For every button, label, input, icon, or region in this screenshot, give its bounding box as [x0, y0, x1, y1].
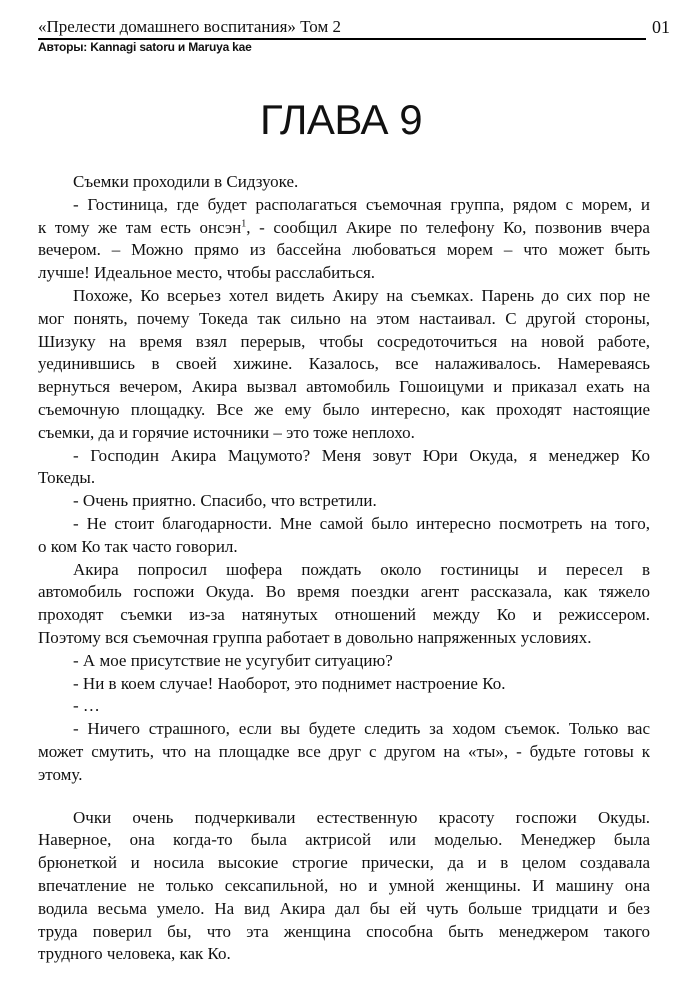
book-title: «Прелести домашнего воспитания» Том 2 — [38, 17, 341, 36]
authors-line: Авторы: Kannagi satoru и Maruya kae — [38, 40, 252, 54]
text-line: водила весьма умело. На вид Акира дал бы ей чуть больше тридцати и без — [38, 898, 650, 918]
text-line: Очки очень подчеркивали естественную красоту госпожи Окуды. — [73, 807, 650, 827]
chapter-title: ГЛАВА 9 — [259, 96, 423, 143]
text-line — [38, 217, 650, 240]
paragraph — [38, 194, 650, 285]
footnote-marker: 1 — [241, 217, 247, 229]
text-line: съемочную площадку. Все же ему было интересно, как проходят настоящие — [38, 399, 650, 419]
text-line: - А мое присутствие не усугубит ситуацию? — [73, 650, 393, 670]
paragraph — [38, 695, 650, 718]
paragraph — [38, 718, 650, 786]
text-line: вечером. – Можно прямо из бассейна любоваться морем – что может быть — [38, 240, 650, 260]
text-line: автомобиль госпожи Окуда. Во время поездки агент рассказала, как тяжело — [38, 582, 650, 602]
paragraph — [38, 650, 650, 673]
text-line: труда поверил бы, что эта женщина способна быть менеджером такого — [38, 921, 650, 941]
text-line: Съемки проходили в Сидзуоке. — [73, 172, 299, 191]
paragraph — [38, 807, 650, 967]
page-number: 01 — [652, 17, 670, 37]
text-line: Акира попросил шофера пождать около гостиницы и пересел в — [73, 559, 650, 579]
text-line: съемки, да и горячие источники – это тоже неплохо. — [38, 422, 415, 442]
text-line: Поэтому вся съемочная группа работает в довольно напряженных условиях. — [38, 627, 592, 647]
text-line: Токеды. — [38, 468, 96, 488]
text-line: брюнеткой и носила высокие строгие прически, да и в целом создавала — [38, 853, 650, 873]
text-line: вернуться вечером, Акира вызвал автомобиль Гошоицуми и приказал ехать на — [38, 377, 650, 397]
text-line: Наверное, она когда-то была актрисой или моделью. Менеджер была — [38, 830, 650, 850]
text-line: этому. — [38, 764, 83, 784]
text-line: - Очень приятно. Спасибо, что встретили. — [73, 491, 377, 511]
text-span: , - сообщил Акире по телефону Ко, позвонив вчера — [246, 217, 650, 237]
paragraph — [38, 513, 650, 559]
paragraph — [38, 445, 650, 491]
text-line: о ком Ко так часто говорил. — [38, 536, 238, 556]
text-line: Шизуку на время взял перерыв, чтобы сосредоточиться на новой работе, — [38, 331, 650, 351]
body-text — [38, 171, 650, 966]
paragraph — [38, 171, 650, 194]
paragraph-gap — [38, 787, 650, 807]
text-span: к тому же там есть онсэн — [38, 217, 242, 237]
text-line: мог понять, почему Токеда так сильно на этом настаивал. С другой стороны, — [38, 308, 650, 328]
text-line: - Гостиница, где будет располагаться съемочная группа, рядом с морем, и — [73, 194, 650, 214]
text-line: - Не стоит благодарности. Мне самой было интересно посмотреть на того, — [73, 513, 650, 533]
text-line: может смутить, что на площадке все друг с другом на «ты», - будьте готовы к — [38, 741, 650, 761]
text-line: уединившись в своей хижине. Казалось, все налаживалось. Намереваясь — [38, 354, 650, 374]
text-line: трудного человека, как Ко. — [38, 944, 231, 964]
paragraph — [38, 673, 650, 696]
paragraph — [38, 559, 650, 650]
paragraph — [38, 490, 650, 513]
text-line: лучше! Идеальное место, чтобы расслабиться. — [38, 263, 376, 283]
text-line: - Господин Акира Мацумото? Меня зовут Юри Окуда, я менеджер Ко — [73, 445, 650, 465]
text-line: - Ничего страшного, если вы будете следить за ходом съемок. Только вас — [73, 719, 650, 739]
paragraph — [38, 285, 650, 445]
text-line: проходят съемки из-за натянутых отношений между Ко и режиссером. — [38, 605, 650, 625]
text-line: - … — [73, 696, 100, 716]
text-line: - Ни в коем случае! Наоборот, это поднимет настроение Ко. — [73, 673, 506, 693]
text-line: впечатление не только сексапильной, но и умной женщины. И машину она — [38, 875, 650, 895]
text-line: Похоже, Ко всерьез хотел видеть Акиру на съемках. Парень до сих пор не — [73, 285, 650, 305]
